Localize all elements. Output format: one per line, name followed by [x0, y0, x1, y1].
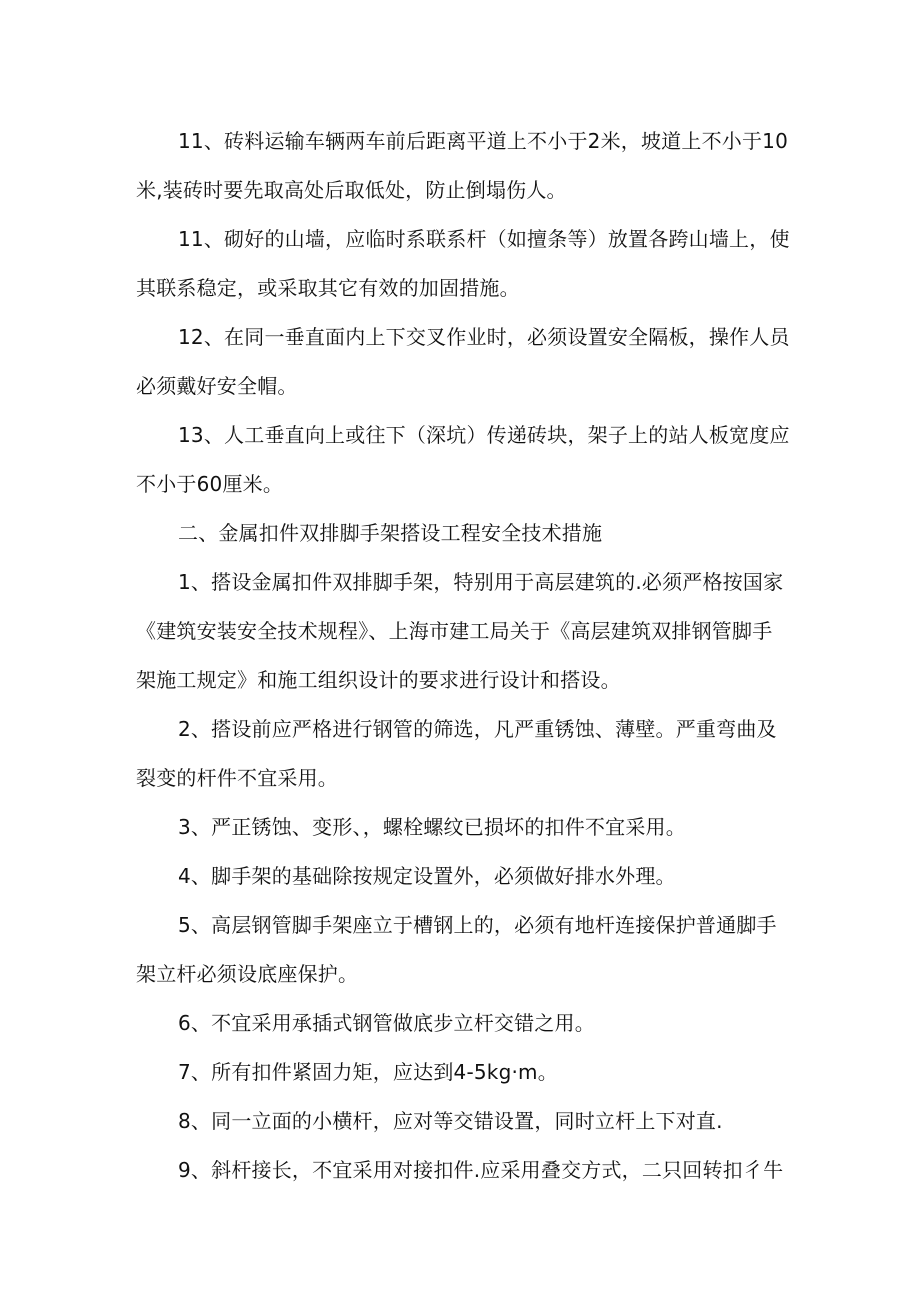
text-line-item7: 7、所有扣件紧固力矩，应达到4-5kg·m。 [178, 1060, 558, 1084]
text-line-item2-second: 裂变的杆件不宜采用。 [136, 766, 338, 790]
text-line-item5-first: 5、高层钢管脚手架座立于槽钢上的，必须有地杆连接保护普通脚手 [178, 913, 777, 937]
text-line-item11a-first: 11、砖料运输车辆两车前后距离平道上不小于2米，坡道上不小于10 [178, 129, 789, 153]
section-heading: 二、金属扣件双排脚手架搭设工程安全技术措施 [178, 521, 603, 545]
text-line-item13-second: 不小于60厘米。 [136, 472, 284, 496]
text-line-item2-first: 2、搭设前应严格进行钢管的筛选，凡严重锈蚀、薄壁。严重弯曲及 [178, 717, 777, 741]
text-line-item12-second: 必须戴好安全帽。 [136, 374, 298, 398]
text-line-item11a-second: 米,装砖时要先取高处后取低处，防止倒塌伤人。 [136, 178, 567, 202]
text-line-item11b-first: 11、砌好的山墙，应临时系联系杆（如擅条等）放置各跨山墙上，使 [178, 227, 790, 251]
text-line-item4: 4、脚手架的基础除按规定设置外，必须做好排水外理。 [178, 864, 676, 888]
text-line-item5-second: 架立杆必须设底座保护。 [136, 962, 359, 986]
text-line-item1-third: 架施工规定》和施工组织设计的要求进行设计和搭设。 [136, 668, 621, 692]
text-line-item11b-second: 其联系稳定，或采取其它有效的加固措施。 [136, 276, 520, 300]
text-line-item13-first: 13、人工垂直向上或往下（深坑）传递砖块，架子上的站人板宽度应 [178, 423, 790, 447]
text-line-item6: 6、不宜采用承插式钢管做底步立杆交错之用。 [178, 1011, 595, 1035]
text-line-item12-first: 12、在同一垂直面内上下交叉作业时，必须设置安全隔板，操作人员 [178, 325, 790, 349]
text-line-item9: 9、斜杆接长，不宜采用对接扣件.应采用叠交方式，二只回转扣彳牛 [178, 1158, 784, 1182]
text-line-item1-first: 1、搭设金属扣件双排脚手架，特别用于高层建筑的.必须严格按国家 [178, 570, 784, 594]
text-line-item8: 8、同一立面的小横杆，应对等交错设置，同时立杆上下对直. [178, 1109, 723, 1133]
text-line-item3: 3、严正锈蚀、变形、，螺栓螺纹已损坏的扣件不宜采用。 [178, 815, 686, 839]
text-line-item1-second: 《建筑安装安全技术规程》、上海市建工局关于《高层建筑双排钢管脚手 [136, 619, 773, 643]
